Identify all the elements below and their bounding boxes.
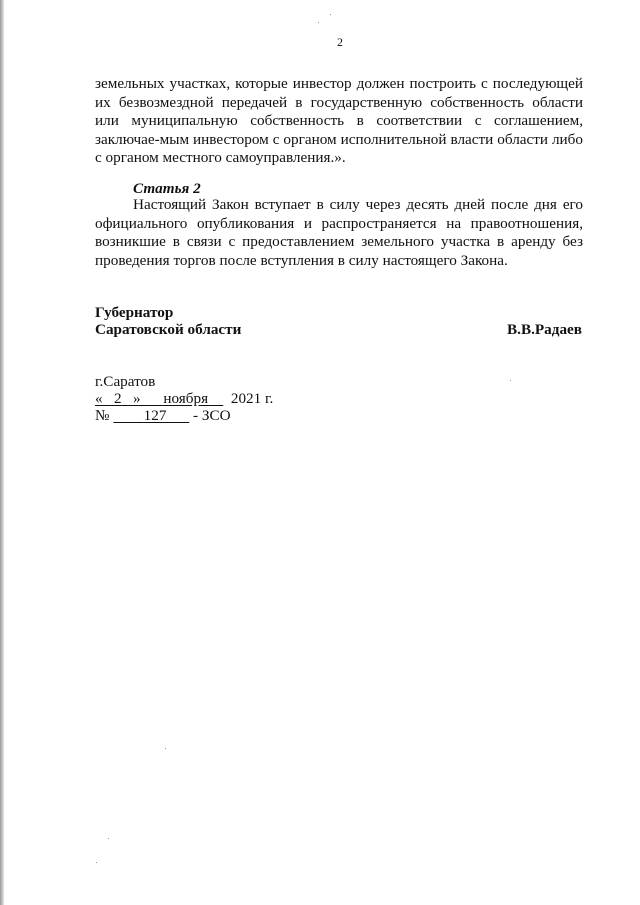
paragraph-continuation: земельных участках, которые инвестор должен построить с последующей их безвозмездной передачей в государственную собственность области или муниципальную собственность в соответствии с соглашением, заключае-мым инвестором с органом исполнительной власти области либо с органом местного самоуправления.».: [95, 75, 583, 167]
signature-title-line1: Губернатор: [95, 304, 174, 321]
law-number-value: 127: [143, 407, 167, 424]
date-day: 2: [113, 390, 122, 407]
signatory-name: В.В.Радаев: [507, 321, 582, 338]
page-number: 2: [337, 35, 343, 49]
law-number-suffix: - ЗСО: [193, 407, 231, 424]
signature-title-line2: Саратовской области: [95, 321, 242, 338]
number-sign: №: [95, 407, 110, 424]
date-year: 2021 г.: [230, 390, 274, 407]
date-close-quote: »: [132, 390, 141, 407]
scan-speck: [510, 380, 511, 381]
scan-speck: [318, 22, 319, 23]
article-heading: Статья 2: [133, 180, 201, 197]
date-open-quote: «: [95, 390, 103, 407]
signing-date: [95, 390, 273, 407]
date-month: ноября: [163, 390, 209, 407]
article-text: Настоящий Закон вступает в силу через десять дней после дня его официального опубликования и распространяется на правоотношения, возникшие в связи с предоставлением земельного участка в аренду без проведения торгов после вступления в силу настоящего Закона.: [95, 196, 583, 269]
law-number: [95, 407, 231, 424]
scan-speck: [330, 14, 331, 15]
place-of-signing: г.Саратов: [95, 373, 156, 390]
scan-speck: [165, 748, 166, 749]
scan-edge: [0, 0, 4, 905]
scan-speck: [96, 862, 97, 863]
scan-speck: [108, 838, 109, 839]
